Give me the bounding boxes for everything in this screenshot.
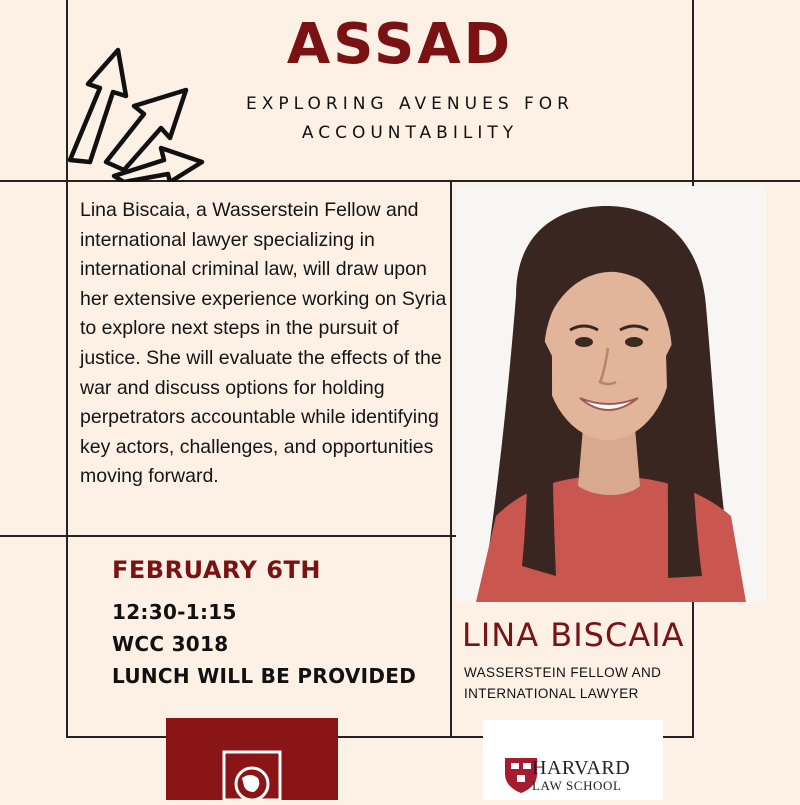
center-logo: [166, 718, 338, 800]
speaker-photo: [456, 186, 766, 602]
harvard-law-school-wordmark: [532, 757, 631, 794]
speaker-name: LINA BISCAIA: [462, 616, 685, 654]
globe-icon: [166, 718, 338, 800]
arrows-icon: [66, 42, 206, 182]
law-school-wordmark: LAW SCHOOL: [532, 778, 622, 793]
event-date: FEBRUARY 6TH: [112, 556, 321, 584]
event-location: WCC 3018: [112, 632, 229, 656]
event-note: LUNCH WILL BE PROVIDED: [112, 664, 417, 688]
grid-line-center: [450, 182, 452, 738]
speaker-role: WASSERSTEIN FELLOW AND INTERNATIONAL LAWYER: [464, 665, 662, 701]
event-time: 12:30-1:15: [112, 600, 237, 624]
harvard-wordmark: HARVARD: [532, 757, 631, 779]
grid-line-middle: [0, 535, 456, 537]
event-title: ASSAD: [286, 12, 514, 77]
event-subtitle: EXPLORING AVENUES FOR ACCOUNTABILITY: [246, 94, 574, 143]
event-description: Lina Biscaia, a Wasserstein Fellow and international lawyer specializing in international criminal law, will draw upon her extensive experience working on Syria to explore next steps in the pursuit of justice. She will evaluate the effects of the war and discuss options for holding perpetrators accountable while identifying key actors, challenges, and opportunities moving forward.: [80, 199, 447, 488]
